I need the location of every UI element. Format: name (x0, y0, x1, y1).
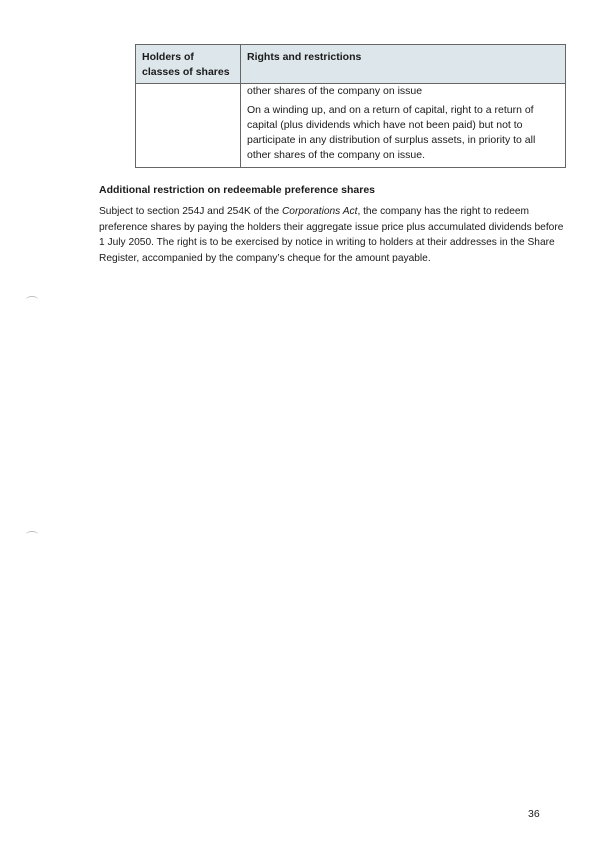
page-number: 36 (528, 808, 540, 820)
table-header-row (136, 45, 566, 84)
punch-hole-mark (26, 531, 38, 538)
rights-winding-up-text: On a winding up, and on a return of capital, right to a return of capital (plus dividends which have not been paid) but not to participate in any distribution of surplus assets, in priority to all other shares of the company on issue. (247, 104, 536, 161)
redemption-paragraph (99, 204, 569, 266)
table-row (136, 84, 566, 168)
header-holders-of-classes: Holders of classes of shares (136, 45, 241, 84)
act-name: Corporations Act (281, 206, 358, 217)
paragraph-text-end: , the company has the right to redeem preference shares by paying the holders their aggregate issue price plus accumulated dividends before 1 July 2050. The right is to be exercised by notice in writing to holders at their addresses in the Share Register, accompanied by the company’s cheque for the amount payable. (99, 206, 564, 264)
paragraph-text-start: Subject to section 254J and 254K of the (99, 206, 282, 217)
rights-continuation-text: other shares of the company on issue (247, 85, 423, 97)
section-heading: Additional restriction on redeemable preference shares (99, 184, 376, 196)
holders-cell (136, 84, 241, 168)
header-rights-and-restrictions: Rights and restrictions (241, 45, 566, 84)
rights-cell (241, 84, 566, 168)
share-rights-table (135, 44, 566, 168)
punch-hole-mark (26, 296, 38, 303)
